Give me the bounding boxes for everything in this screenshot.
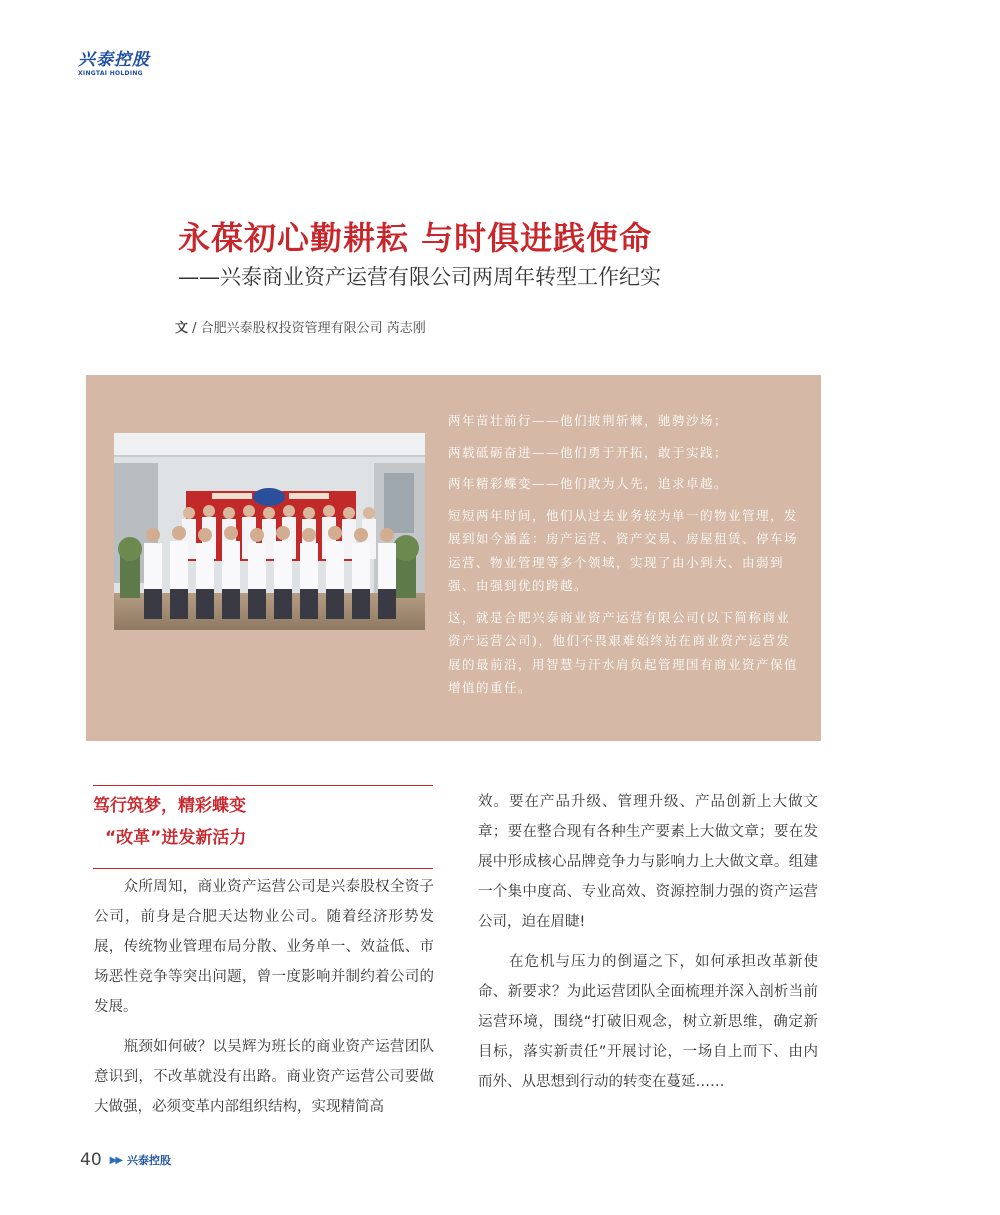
intro-paragraph: 两载砥砺奋进——他们勇于开拓，敢于实践； [448, 444, 729, 460]
intro-paragraph: 两年精彩蝶变——他们敢为人先，追求卓越。 [448, 476, 729, 491]
intro-paragraph: 这，就是合肥兴泰商业资产运营有限公司(以下简称商业资产运营公司)，他们不畏艰难始终站在商业资产运营发展的最前沿，用智慧与汗水肩负起管理国有商业资产保值增值的重任。 [448, 609, 799, 695]
logo-subtext: XINGTAI HOLDING [78, 70, 143, 77]
footer [80, 1150, 171, 1170]
article-title: 永葆初心勤耕耘 与时俱进践使命 [178, 219, 653, 257]
group-photo [114, 433, 425, 630]
article-subtitle: ——兴泰商业资产运营有限公司两周年转型工作纪实 [178, 265, 661, 289]
body-column-right [478, 787, 818, 1107]
intro-paragraph: 两年苗壮前行——他们披荆斩棘，驰骋沙场； [448, 413, 729, 428]
logo-text: 兴泰控股 [78, 50, 150, 70]
section-rule-bottom [93, 868, 433, 869]
section-subheading: “改革”迸发新活力 [105, 828, 247, 848]
body-paragraph: 瓶颈如何破？以吴辉为班长的商业资产运营团队意识到，不改革就没有出路。商业资产运营公司要做大做强，必须变革内部组织结构，实现精简高 [94, 1039, 435, 1115]
byline [175, 317, 426, 336]
body-paragraph: 众所周知，商业资产运营公司是兴泰股权全资子公司，前身是合肥天达物业公司。随着经济形势发展，传统物业管理布局分散、业务单一、效益低、市场恶性竞争等突出问题，曾一度影响并制约着公司的发展。 [94, 879, 435, 1015]
body-paragraph: 效。要在产品升级、管理升级、产品创新上大做文章；要在整合现有各种生产要素上大做文章；要在发展中形成核心品牌竞争力与影响力上大做文章。组建一个集中度高、专业高效、资源控制力强的资产运营公司，迫在眉睫! [478, 794, 818, 930]
body-column-left [94, 872, 434, 1132]
intro-text [448, 409, 804, 708]
byline-prefix: 文 [175, 321, 189, 336]
section-heading: 笃行筑梦，精彩蝶变 [93, 796, 246, 816]
body-paragraph: 在危机与压力的倒逼之下，如何承担改革新使命、新要求？为此运营团队全面梳理并深入剖析当前运营环境，围绕“打破旧观念，树立新思维，确定新目标，落实新责任”开展讨论，一场自上而下、由内而外、从思想到行动的转变在蔓延…… [478, 954, 818, 1090]
page-number: 40 [80, 1150, 102, 1170]
section-header [93, 785, 433, 869]
intro-box [86, 375, 821, 741]
footer-brand: 兴泰控股 [127, 1154, 172, 1167]
intro-paragraph: 短短两年时间，他们从过去业务较为单一的物业管理，发展到如今涵盖：房产运营、资产交易、房屋租赁、停车场运营、物业管理等多个领域，实现了由小到大、由弱到强、由强到优的跨越。 [448, 507, 799, 593]
double-arrow-icon: ▶▶ [109, 1154, 122, 1166]
logo [78, 52, 150, 77]
byline-author: / 合肥兴泰股权投资管理有限公司 芮志刚 [188, 321, 426, 336]
